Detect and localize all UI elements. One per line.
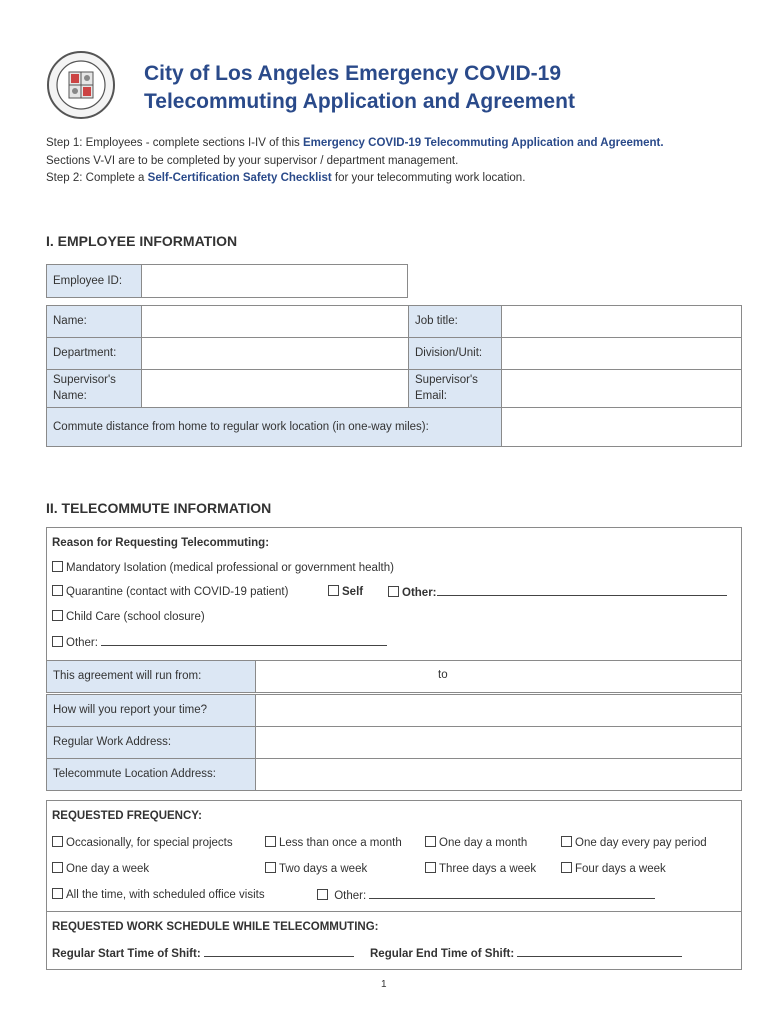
checkbox-icon[interactable]: [425, 836, 436, 847]
freq-one-month[interactable]: One day a month: [425, 836, 527, 849]
sections-note: Sections V-VI are to be completed by your supervisor / department management.: [46, 154, 459, 167]
employee-id-field[interactable]: [141, 264, 408, 298]
name-label: Name:: [46, 305, 142, 338]
schedule-box: [46, 911, 742, 970]
start-time: Regular Start Time of Shift:: [52, 946, 354, 960]
schedule-heading: REQUESTED WORK SCHEDULE WHILE TELECOMMUTING:: [52, 921, 379, 933]
agreement-from-label: This agreement will run from:: [46, 660, 256, 693]
supervisor-email-field[interactable]: [501, 369, 742, 408]
telecommute-address-label: Telecommute Location Address:: [46, 758, 256, 791]
option-mandatory-isolation[interactable]: Mandatory Isolation (medical professional or government health): [52, 561, 394, 574]
option-quarantine[interactable]: Quarantine (contact with COVID-19 patient): [52, 585, 288, 598]
telecommute-address-field[interactable]: [255, 758, 742, 791]
end-time-line[interactable]: [517, 946, 682, 957]
instructions: [46, 135, 664, 188]
regular-address-field[interactable]: [255, 726, 742, 759]
checkbox-icon[interactable]: [52, 862, 63, 873]
freq-other-line[interactable]: [369, 888, 655, 899]
other-reason-line[interactable]: [101, 635, 387, 646]
option-self[interactable]: Self: [328, 585, 363, 598]
report-time-label: How will you report your time?: [46, 694, 256, 727]
supervisor-name-field[interactable]: [141, 369, 409, 408]
checkbox-icon[interactable]: [328, 585, 339, 596]
freq-other[interactable]: Other:: [317, 888, 655, 902]
safety-checklist-link[interactable]: Self-Certification Safety Checklist: [147, 172, 332, 184]
checkbox-icon[interactable]: [52, 585, 63, 596]
checkbox-icon[interactable]: [561, 836, 572, 847]
department-field[interactable]: [141, 337, 409, 370]
commute-distance-field[interactable]: [501, 407, 742, 447]
section-2-heading: II. TELECOMMUTE INFORMATION: [46, 500, 272, 516]
checkbox-icon[interactable]: [388, 586, 399, 597]
option-child-care[interactable]: Child Care (school closure): [52, 610, 205, 623]
name-field[interactable]: [141, 305, 409, 338]
step2-post: for your telecommuting work location.: [331, 172, 526, 184]
report-time-field[interactable]: [255, 694, 742, 727]
regular-address-label: Regular Work Address:: [46, 726, 256, 759]
checkbox-icon[interactable]: [265, 836, 276, 847]
city-seal: [46, 50, 116, 120]
job-title-field[interactable]: [501, 305, 742, 338]
application-link[interactable]: Emergency COVID-19 Telecommuting Application and Agreement.: [302, 137, 664, 149]
freq-one-pay-period[interactable]: One day every pay period: [561, 836, 707, 849]
title-line-2: Telecommuting Application and Agreement: [144, 90, 575, 113]
to-label: to: [438, 669, 448, 681]
checkbox-icon[interactable]: [561, 862, 572, 873]
page-title: [144, 60, 575, 116]
freq-less-month[interactable]: Less than once a month: [265, 836, 402, 849]
checkbox-icon[interactable]: [265, 862, 276, 873]
frequency-heading: REQUESTED FREQUENCY:: [52, 810, 202, 822]
agreement-dates-field[interactable]: [255, 660, 742, 693]
title-line-1: City of Los Angeles Emergency COVID-19: [144, 62, 561, 85]
option-other[interactable]: Other:: [52, 635, 387, 649]
reason-heading: Reason for Requesting Telecommuting:: [52, 537, 270, 549]
supervisor-name-label: Supervisor's Name:: [46, 369, 142, 408]
step2-text: Step 2: Complete a: [46, 172, 148, 184]
checkbox-icon[interactable]: [317, 889, 328, 900]
freq-two-week[interactable]: Two days a week: [265, 862, 367, 875]
checkbox-icon[interactable]: [52, 836, 63, 847]
checkbox-icon[interactable]: [52, 561, 63, 572]
checkbox-icon[interactable]: [52, 610, 63, 621]
other-quarantine-line[interactable]: [437, 585, 727, 596]
job-title-label: Job title:: [408, 305, 502, 338]
start-time-line[interactable]: [204, 946, 354, 957]
checkbox-icon[interactable]: [52, 888, 63, 899]
supervisor-email-label: Supervisor's Email:: [408, 369, 502, 408]
employee-id-label: Employee ID:: [46, 264, 142, 298]
option-other-quarantine[interactable]: Other:: [388, 585, 727, 599]
end-time: Regular End Time of Shift:: [370, 946, 682, 960]
freq-three-week[interactable]: Three days a week: [425, 862, 536, 875]
commute-distance-label: Commute distance from home to regular work location (in one-way miles):: [46, 407, 502, 447]
division-field[interactable]: [501, 337, 742, 370]
freq-all-time[interactable]: All the time, with scheduled office visits: [52, 888, 265, 901]
freq-one-week[interactable]: One day a week: [52, 862, 149, 875]
step1-text: Step 1: Employees - complete sections I-IV of this: [46, 137, 303, 149]
checkbox-icon[interactable]: [425, 862, 436, 873]
freq-occasionally[interactable]: Occasionally, for special projects: [52, 836, 233, 849]
checkbox-icon[interactable]: [52, 636, 63, 647]
page-number: 1: [381, 979, 387, 990]
freq-four-week[interactable]: Four days a week: [561, 862, 666, 875]
section-1-heading: I. EMPLOYEE INFORMATION: [46, 233, 238, 249]
department-label: Department:: [46, 337, 142, 370]
division-label: Division/Unit:: [408, 337, 502, 370]
